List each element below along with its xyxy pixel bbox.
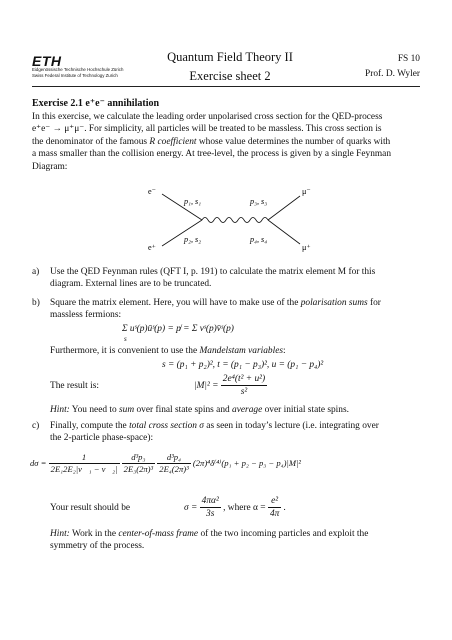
label-mu-plus: μ⁺ bbox=[302, 243, 311, 252]
numerator: 1 bbox=[49, 452, 120, 464]
intro-text: whose value determines the number of quarks with bbox=[196, 136, 391, 147]
hint-emphasis: average bbox=[232, 405, 263, 415]
item-c-result-label: Your result should be bbox=[50, 503, 131, 513]
hint-text: of the two incoming particles and exploit the bbox=[198, 529, 369, 539]
item-b-hint bbox=[50, 404, 422, 416]
eq-lhs: σ = bbox=[184, 503, 198, 514]
item-b-line bbox=[50, 345, 422, 357]
item-b-body bbox=[50, 297, 422, 322]
sum-index: s bbox=[124, 335, 127, 343]
fraction bbox=[268, 495, 281, 521]
label-p3s3: p₃, s₃ bbox=[250, 197, 268, 206]
intro-line bbox=[32, 136, 422, 148]
hint-label: Hint: bbox=[50, 529, 70, 539]
hint-emphasis: center-of-mass frame bbox=[118, 529, 199, 539]
item-b-line bbox=[50, 297, 422, 309]
item-marker: b) bbox=[32, 298, 40, 308]
hint-text: over initial state spins. bbox=[262, 405, 349, 415]
numerator: 2e⁴(t² + u²) bbox=[221, 373, 267, 386]
item-b-result-label: The result is: bbox=[50, 381, 99, 391]
item-b-text: for bbox=[367, 298, 381, 308]
label-p2s2: p₂, s₂ bbox=[184, 235, 202, 244]
eth-logo: ETH bbox=[32, 53, 62, 69]
label-mu-minus: μ⁻ bbox=[302, 187, 311, 196]
denominator: 2E₄(2π)³ bbox=[159, 464, 189, 475]
label-p1s1: p₁, s₁ bbox=[184, 197, 202, 206]
hint-emphasis: sum bbox=[119, 405, 135, 415]
item-b-text: : bbox=[283, 346, 286, 356]
item-a bbox=[32, 266, 424, 294]
item-c-line: the 2-particle phase-space): bbox=[50, 433, 154, 444]
hint-line: symmetry of the process. bbox=[50, 541, 145, 552]
numerator: 4πα² bbox=[200, 495, 221, 508]
hint-label: Hint: bbox=[50, 405, 70, 415]
intro-emphasis: R coefficient bbox=[149, 136, 197, 147]
item-marker: c) bbox=[32, 421, 40, 431]
item-c bbox=[32, 420, 424, 580]
phase-space-equation bbox=[30, 452, 301, 476]
hint-text: You need to bbox=[69, 405, 120, 415]
intro-line: In this exercise, we calculate the leading order unpolarised cross section for the QED-process bbox=[32, 112, 383, 122]
item-b-text: Furthermore, it is convenient to use the bbox=[50, 346, 200, 356]
eth-subtitle-de: Eidgenössische Technische Hochschule Zürich bbox=[32, 67, 124, 72]
fraction bbox=[49, 452, 120, 476]
label-e-plus: e⁺ bbox=[148, 243, 156, 252]
item-b-emphasis: Mandelstam variables bbox=[199, 346, 284, 356]
photon-line bbox=[202, 218, 268, 223]
polarisation-sum-equation: Σ uˢ(p)ūˢ(p) = p̸ = Σ vˢ(p)v̄ˢ(p) bbox=[122, 324, 234, 334]
eq-rhs: (2π)⁴δ⁽⁴⁾(p₁ + p₂ − p₃ − p₄)|M|² bbox=[192, 457, 301, 468]
item-b-text: Square the matrix element. Here, you will have to make use of the bbox=[50, 298, 301, 308]
intro-line: e⁺e⁻ → μ⁺μ⁻. For simplicity, all particles will be treated to be massless. This cross section is bbox=[32, 124, 382, 135]
intro-paragraph bbox=[32, 111, 422, 173]
numerator: d³p₄ bbox=[157, 452, 190, 464]
item-c-hint bbox=[50, 528, 422, 553]
denominator: 3s bbox=[206, 509, 215, 520]
numerator: e² bbox=[268, 495, 281, 508]
sheet-title: Exercise sheet 2 bbox=[189, 69, 271, 84]
exercise-heading: Exercise 2.1 e⁺e⁻ annihilation bbox=[32, 98, 160, 109]
intro-text: the denominator of the famous bbox=[32, 136, 150, 147]
intro-line: Diagram: bbox=[32, 161, 68, 172]
term: FS 10 bbox=[397, 54, 420, 64]
numerator: d³p₃ bbox=[122, 452, 155, 464]
item-b-line: massless fermions: bbox=[50, 310, 122, 321]
denominator: 2E₁2E₂|v⃗₁ − v⃗₂| bbox=[50, 464, 118, 475]
item-a-line: Use the QED Feynman rules (QFT I, p. 191) to calculate the matrix element M for this bbox=[50, 267, 376, 277]
professor: Prof. D. Wyler bbox=[365, 68, 420, 79]
eq-lhs: |M|² = bbox=[194, 381, 219, 392]
denominator: s² bbox=[240, 387, 248, 398]
matrix-element-squared bbox=[194, 373, 267, 399]
hint-text: over final state spins and bbox=[134, 405, 233, 415]
eq-end: . bbox=[283, 503, 287, 514]
item-c-emphasis: total cross section σ bbox=[129, 421, 204, 431]
mandelstam-equation: s = (p₁ + p₂)², t = (p₁ − p₃)², u = (p₁ − p₄)² bbox=[162, 360, 324, 370]
eth-subtitle-en: Swiss Federal Institute of Technology Zurich bbox=[32, 72, 118, 78]
mu-minus-line bbox=[268, 196, 300, 220]
denominator: 2E₃(2π)³ bbox=[123, 464, 154, 475]
fraction bbox=[122, 452, 155, 476]
fraction bbox=[221, 373, 267, 399]
mu-plus-line bbox=[268, 220, 300, 244]
hint-line bbox=[50, 528, 422, 540]
fraction bbox=[157, 452, 190, 476]
item-c-body bbox=[50, 420, 422, 445]
item-a-line: diagram. External lines are to be truncated. bbox=[50, 279, 212, 290]
cross-section-result bbox=[184, 495, 286, 521]
item-marker: a) bbox=[32, 267, 40, 277]
eth-logo-subtitle bbox=[32, 67, 142, 78]
item-b bbox=[32, 297, 424, 432]
item-c-line bbox=[50, 420, 422, 432]
denominator: 4π bbox=[269, 509, 280, 520]
item-c-text: Finally, compute the bbox=[50, 421, 130, 431]
fraction bbox=[200, 495, 221, 521]
header-rule bbox=[32, 86, 420, 87]
eq-connector: , where α = bbox=[223, 503, 266, 514]
term-info bbox=[365, 52, 420, 81]
hint-text: Work in the bbox=[69, 529, 119, 539]
item-a-body bbox=[50, 266, 422, 291]
feynman-diagram bbox=[140, 186, 320, 258]
intro-line: a mass smaller than the collision energy. At tree-level, the process is given by a single Feynman bbox=[32, 149, 392, 160]
label-e-minus: e⁻ bbox=[148, 187, 156, 196]
label-p4s4: p₄, s₄ bbox=[250, 235, 268, 244]
course-title: Quantum Field Theory II bbox=[167, 50, 293, 64]
item-c-text: as seen in today’s lecture (i.e. integrating over bbox=[203, 421, 379, 431]
eq-lhs: dσ = bbox=[30, 457, 47, 468]
document-title bbox=[140, 48, 320, 87]
item-b-emphasis: polarisation sums bbox=[300, 298, 368, 308]
